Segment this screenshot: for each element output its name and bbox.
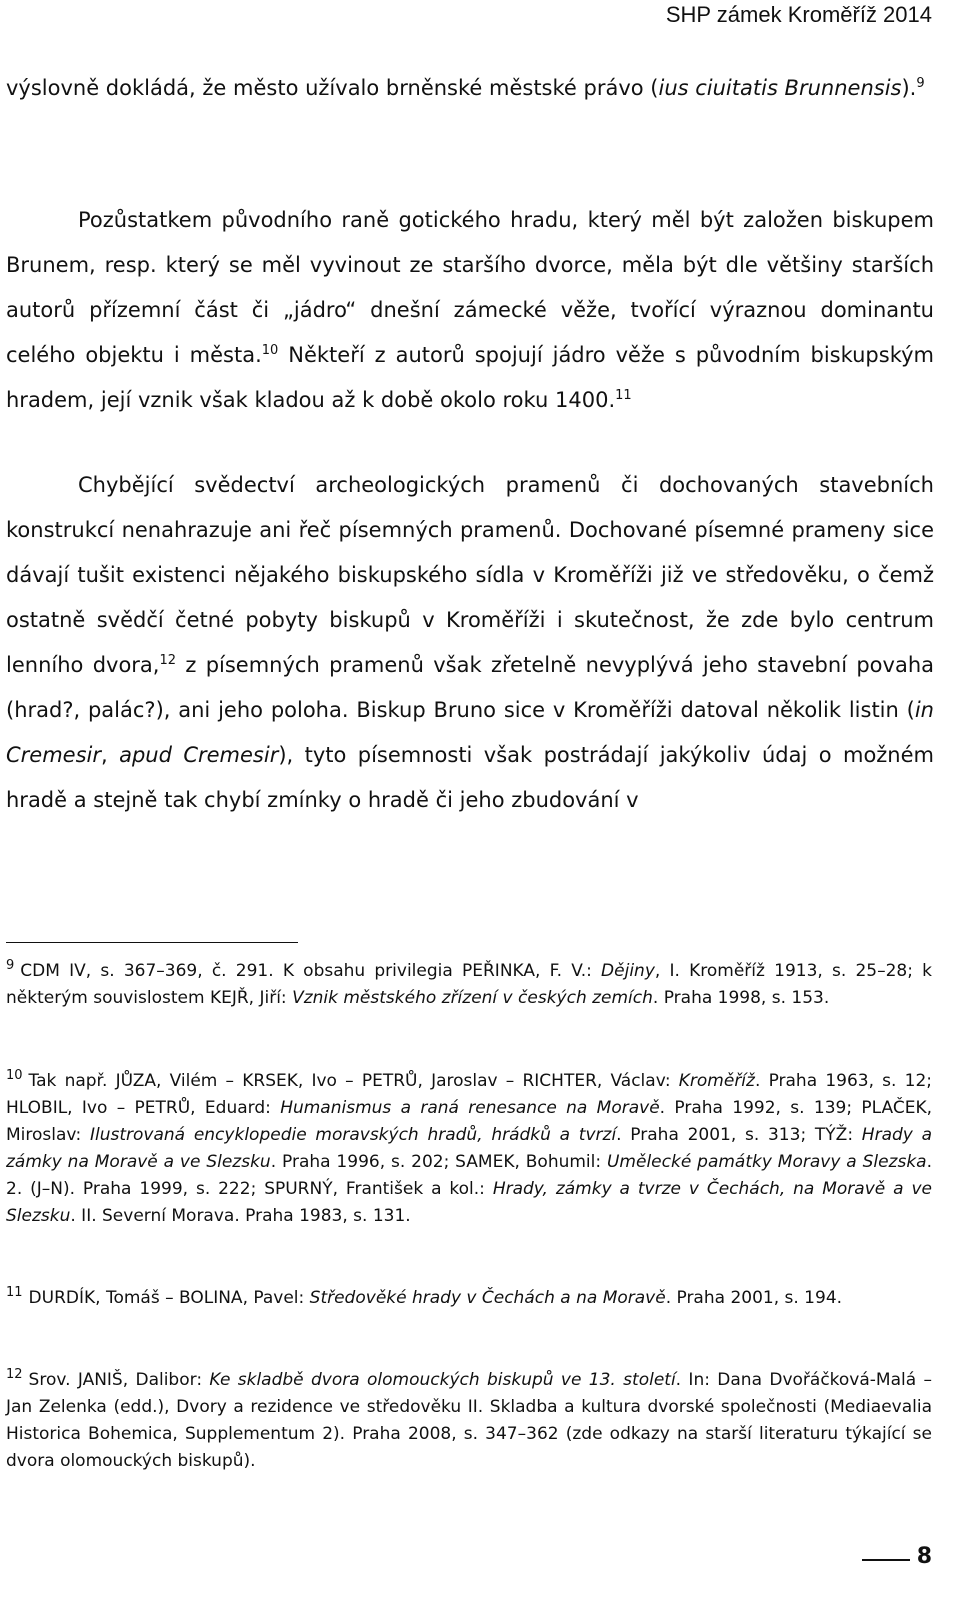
footnote-ref-12[interactable]: 12 (159, 653, 177, 668)
text-span: . II. Severní Morava. Praha 1983, s. 131. (70, 1206, 411, 1226)
text-span: . 2. (J–N). Praha 1999, s. 222; SPURNÝ, František a kol.: (6, 1152, 932, 1199)
italic-span: Kroměříž (678, 1071, 755, 1091)
footnote-ref-11[interactable]: 11 (615, 388, 632, 403)
body-paragraph-3 (6, 463, 934, 823)
italic-span: Hrady a zámky na Moravě a ve Slezsku (6, 1125, 932, 1172)
footnote-9 (6, 958, 932, 1012)
text-span: , I. Kroměříž 1913, s. 25–28; k některým souvislostem KEJŘ, Jiří: (6, 961, 933, 1008)
footnote-12 (6, 1367, 932, 1475)
body-paragraph-2 (6, 198, 934, 423)
footnote-number: 9 (6, 958, 15, 974)
text-span: . Praha 1963, s. 12; HLOBIL, Ivo – PETRŮ, Eduard: (6, 1071, 932, 1118)
text-span: CDM IV, s. 367–369, č. 291. K obsahu privilegia PEŘINKA, F. V.: (20, 961, 602, 981)
text-span: . In: Dana Dvořáčková-Malá – Jan Zelenka (edd.), Dvory a rezidence ve středověku II. Skladba a kultura dvorské společnosti (Mediaevalia Historica Bohemica, Supplementum 2). Praha 2008, s. 347–362 (zde odkazy na starší literaturu týkající se dvora olomouckých biskupů). (6, 1370, 932, 1471)
text-span: Pozůstatkem původního raně gotického hradu, který měl být založen biskupem Brunem, resp. který se měl vyvinout ze staršího dvorce, měla být dle většiny starších autorů přízemní část či „jádro“ dnešní zámecké věže, tvořící výraznou dominantu celého objektu i města. (6, 208, 934, 367)
footnote-separator (6, 942, 298, 943)
italic-span: Humanismus a raná renesance na Moravě (280, 1098, 660, 1118)
text-span: DURDÍK, Tomáš – BOLINA, Pavel: (28, 1288, 310, 1308)
italic-span: Ilustrovaná encyklopedie moravských hradů, hrádků a tvrzí (90, 1125, 617, 1145)
text-span: . Praha 1992, s. 139; PLAČEK, Miroslav: (6, 1098, 932, 1145)
footnote-number: 10 (6, 1068, 23, 1084)
text-span: ), tyto písemnosti však postrádají jakýkoliv údaj o možném hradě a stejně tak chybí zmínky o hradě či jeho zbudování v (6, 743, 934, 812)
footnote-number: 11 (6, 1285, 23, 1301)
italic-span: in Cremesir (6, 698, 934, 767)
page-number: 8 (916, 1544, 932, 1569)
footnote-11 (6, 1285, 932, 1312)
footnote-number: 12 (6, 1367, 23, 1383)
italic-span: Vznik městského zřízení v českých zemích (292, 988, 653, 1008)
italic-span: Hrady, zámky a tvrze v Čechách, na Moravě a ve Slezsku (6, 1179, 932, 1226)
text-span: . Praha 1996, s. 202; SAMEK, Bohumil: (270, 1152, 607, 1172)
text-span: z písemných pramenů však zřetelně nevyplývá jeho stavební povaha (hrad?, palác?), ani jeho poloha. Biskup Bruno sice v Kroměříži datoval několik listin ( (6, 653, 935, 722)
text-span: ). (901, 76, 917, 100)
italic-span: Umělecké památky Moravy a Slezska (606, 1152, 927, 1172)
footnote-ref-9[interactable]: 9 (916, 76, 925, 91)
text-span: . Praha 1998, s. 153. (652, 988, 830, 1008)
italic-span: apud Cremesir (119, 743, 279, 767)
running-header: SHP zámek Kroměříž 2014 (665, 2, 932, 27)
italic-span: Dějiny (601, 961, 655, 981)
footnote-10 (6, 1068, 932, 1230)
text-span: , (101, 743, 120, 767)
italic-span: Ke skladbě dvora olomouckých biskupů ve 13. století (209, 1370, 676, 1390)
page-number-rule (862, 1559, 910, 1561)
text-span: výslovně dokládá, že město užívalo brněnské městské právo ( (6, 76, 659, 100)
footnote-ref-10[interactable]: 10 (261, 343, 279, 358)
text-span: Srov. JANIŠ, Dalibor: (28, 1370, 210, 1390)
italic-span: Středověké hrady v Čechách a na Moravě (309, 1288, 666, 1308)
body-paragraph-1 (6, 66, 934, 111)
text-span: Chybějící svědectví archeologických pramenů či dochovaných stavebních konstrukcí nenahrazuje ani řeč písemných pramenů. Dochované písemné prameny sice dávají tušit existenci nějakého biskupského sídla v Kroměříži již ve středověku, o čemž ostatně svědčí četné pobyty biskupů v Kroměříži i skutečnost, že zde bylo centrum lenního dvora, (6, 473, 934, 677)
text-span: . Praha 2001, s. 313; TÝŽ: (616, 1125, 862, 1145)
text-span: Někteří z autorů spojují jádro věže s původním biskupským hradem, její vznik však kladou až k době okolo roku 1400. (6, 343, 934, 412)
text-span: . Praha 2001, s. 194. (665, 1288, 843, 1308)
text-span: Tak např. JŮZA, Vilém – KRSEK, Ivo – PETRŮ, Jaroslav – RICHTER, Václav: (28, 1071, 679, 1091)
italic-span: ius ciuitatis Brunnensis (658, 76, 902, 100)
